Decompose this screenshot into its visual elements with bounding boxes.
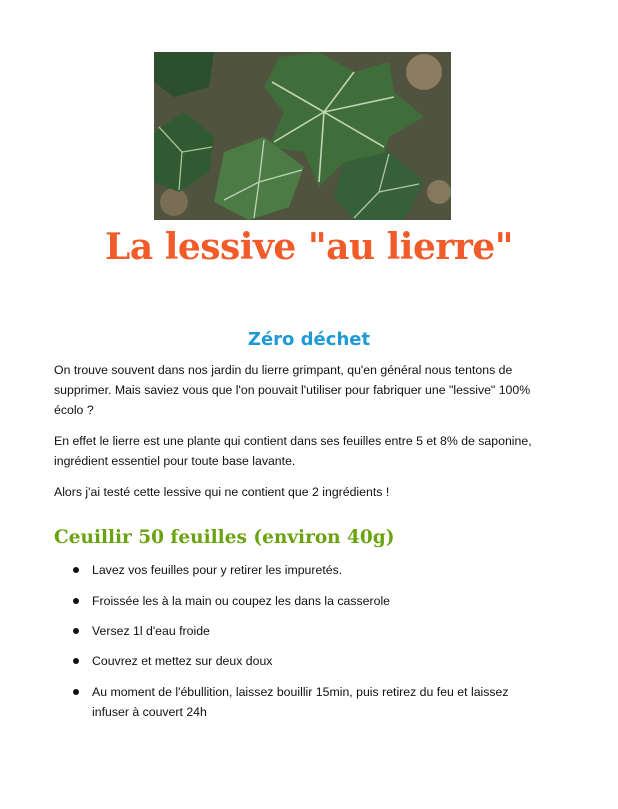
list-item [92,591,547,611]
ivy-leaves-icon [154,52,451,220]
bullet-icon [73,658,79,664]
step-text: Froissée les à la main ou coupez les dans la casserole [92,594,391,608]
list-item [92,621,547,641]
step-text: Versez 1l d'eau froide [92,624,210,638]
step-text: Lavez vos feuilles pour y retirer les impuretés. [92,563,343,577]
intro-paragraph-1: On trouve souvent dans nos jardin du lierre grimpant, qu'en général nous tentons de supprimer. Mais saviez vous que l'on pouvait l'utiliser pour fabriquer une "lessive" 100% écolo ? [54,363,531,417]
step-text: Couvrez et mettez sur deux doux [92,654,273,668]
bullet-icon [73,689,79,695]
intro-paragraph-3: Alors j'ai testé cette lessive qui ne contient que 2 ingrédients ! [54,485,390,499]
ivy-leaves-photo [154,52,451,220]
intro-paragraph-2: En effet le lierre est une plante qui contient dans ses feuilles entre 5 et 8% de saponine, ingrédient essentiel pour toute base lavante. [54,434,532,468]
section-heading: Ceuillir 50 feuilles (environ 40g) [54,527,395,548]
list-item [92,682,547,722]
bullet-icon [73,598,79,604]
bullet-icon [73,628,79,634]
bullet-icon [73,567,79,573]
step-text: Au moment de l'ébullition, laissez bouillir 15min, puis retirez du feu et laissez infuser à couvert 24h [92,685,509,719]
list-item [92,560,547,580]
page-subtitle: Zéro déchet [247,329,371,350]
page-title: La lessive "au lierre" [105,226,513,268]
list-item [92,651,547,671]
